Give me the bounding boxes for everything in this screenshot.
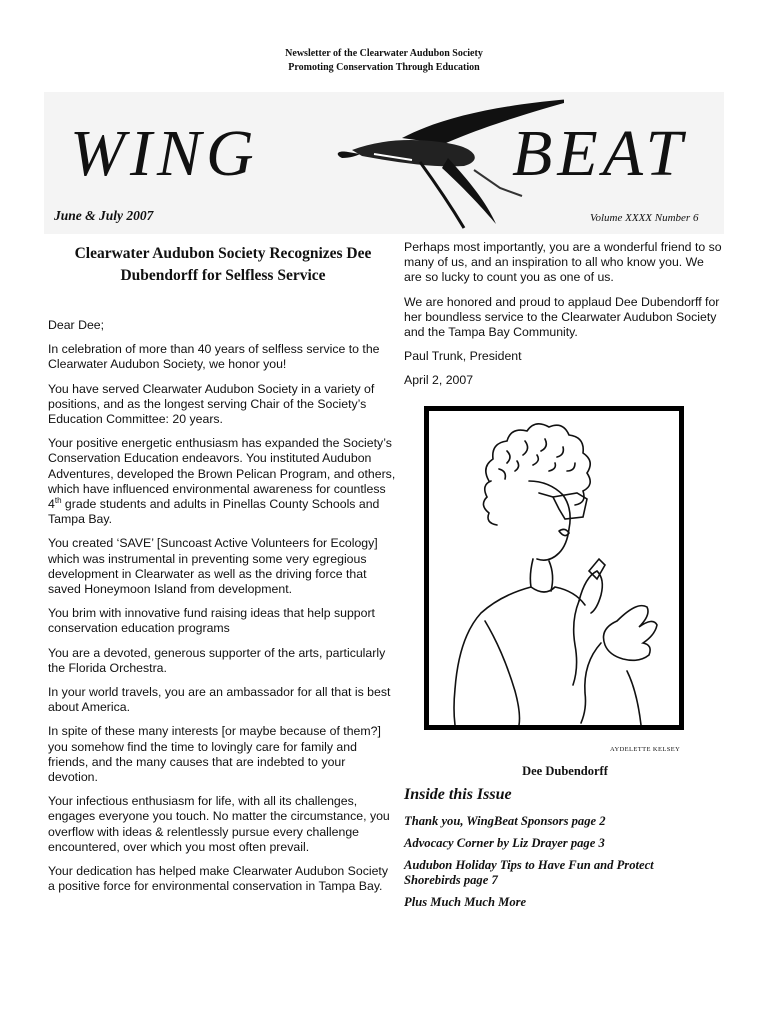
inside-issue-item: Audubon Holiday Tips to Have Fun and Protect Shorebirds page 7 [404, 858, 654, 887]
photo-credit: AYDELETTE KELSEY [610, 746, 681, 753]
inside-issue-heading: Inside this Issue [404, 786, 512, 803]
issue-date: June & July 2007 [54, 208, 154, 223]
salutation: Dear Dee; [48, 318, 105, 332]
signature: Paul Trunk, President [404, 349, 522, 364]
inside-issue-list [404, 814, 704, 917]
letter-paragraph: You have served Clearwater Audubon Society in a variety of positions, and as the longest serving Chair of the Society’s Education Committee: 20 years. [48, 381, 375, 427]
inside-issue-item: Thank you, WingBeat Sponsors page 2 [404, 814, 606, 828]
inside-issue-item: Advocacy Corner by Liz Drayer page 3 [404, 836, 605, 850]
masthead-word-beat: BEAT [512, 117, 688, 190]
letter-paragraph: You brim with innovative fund raising ideas that help support conservation education programs [48, 606, 375, 636]
letter-paragraph: We are honored and proud to applaud Dee Dubendorff for her boundless service to the Clearwater Audubon Society and the Tampa Bay Community. [404, 294, 720, 340]
newsletter-subtitle: Newsletter of the Clearwater Audubon Society [285, 48, 483, 59]
newsletter-tagline: Promoting Conservation Through Education [288, 62, 480, 73]
letter-paragraph: You created ‘SAVE’ [Suncoast Active Volunteers for Ecology] which was instrumental in preventing some very egregious development in Clearwater as well as the driving force that saved Honeymoon Island from development. [48, 536, 378, 597]
letter-paragraph [48, 436, 398, 527]
letter-continued [404, 240, 724, 398]
letter-paragraph: Perhaps most importantly, you are a wonderful friend to so many of us, and an inspiration to all who know you. We are so lucky to count you as one of us. [404, 240, 722, 285]
photo-caption: Dee Dubendorff [522, 764, 608, 778]
letter-paragraph: In your world travels, you are an ambassador for all that is best about America. [48, 685, 391, 715]
portrait-sketch [429, 411, 679, 725]
letter-paragraph: Your infectious enthusiasm for life, with all its challenges, engages everyone you touch. No matter the circumstance, you overflow with ideas & relentlessly pursue every challenge encountered, over which you most often prevail. [48, 794, 390, 854]
paragraph-text: grade students and adults in Pinellas County Schools and Tampa Bay. [48, 497, 380, 527]
letter-paragraph: In spite of these many interests [or maybe because of them?] you somehow find the time to lovingly care for family and friends, and the many causes that are indebted to your devotion. [48, 724, 381, 785]
letter-body [48, 318, 398, 904]
article-title: Clearwater Audubon Society Recognizes Dee Dubendorff for Selfless Service [74, 245, 372, 284]
superscript: th [54, 495, 62, 505]
paragraph-text: Your positive energetic enthusiasm has expanded the Society’s Conservation Education endeavors. You instituted Audubon Adventures, developed the Brown Pelican Program, and others, which have influenced environmental awareness for countless 4 [48, 436, 396, 512]
letter-paragraph: You are a devoted, generous supporter of the arts, particularly the Florida Orchestra. [48, 645, 386, 675]
masthead-word-wing: WING [70, 117, 259, 190]
letter-paragraph: In celebration of more than 40 years of selfless service to the Clearwater Audubon Society, we honor you! [48, 342, 380, 372]
inside-issue-item: Plus Much Much More [404, 895, 527, 909]
portrait-illustration [424, 406, 684, 730]
issue-volume: Volume XXXX Number 6 [590, 212, 699, 224]
letter-paragraph: Your dedication has helped make Clearwater Audubon Society a positive force for environmental conservation in Tampa Bay. [48, 864, 388, 894]
letter-date: April 2, 2007 [404, 373, 474, 388]
